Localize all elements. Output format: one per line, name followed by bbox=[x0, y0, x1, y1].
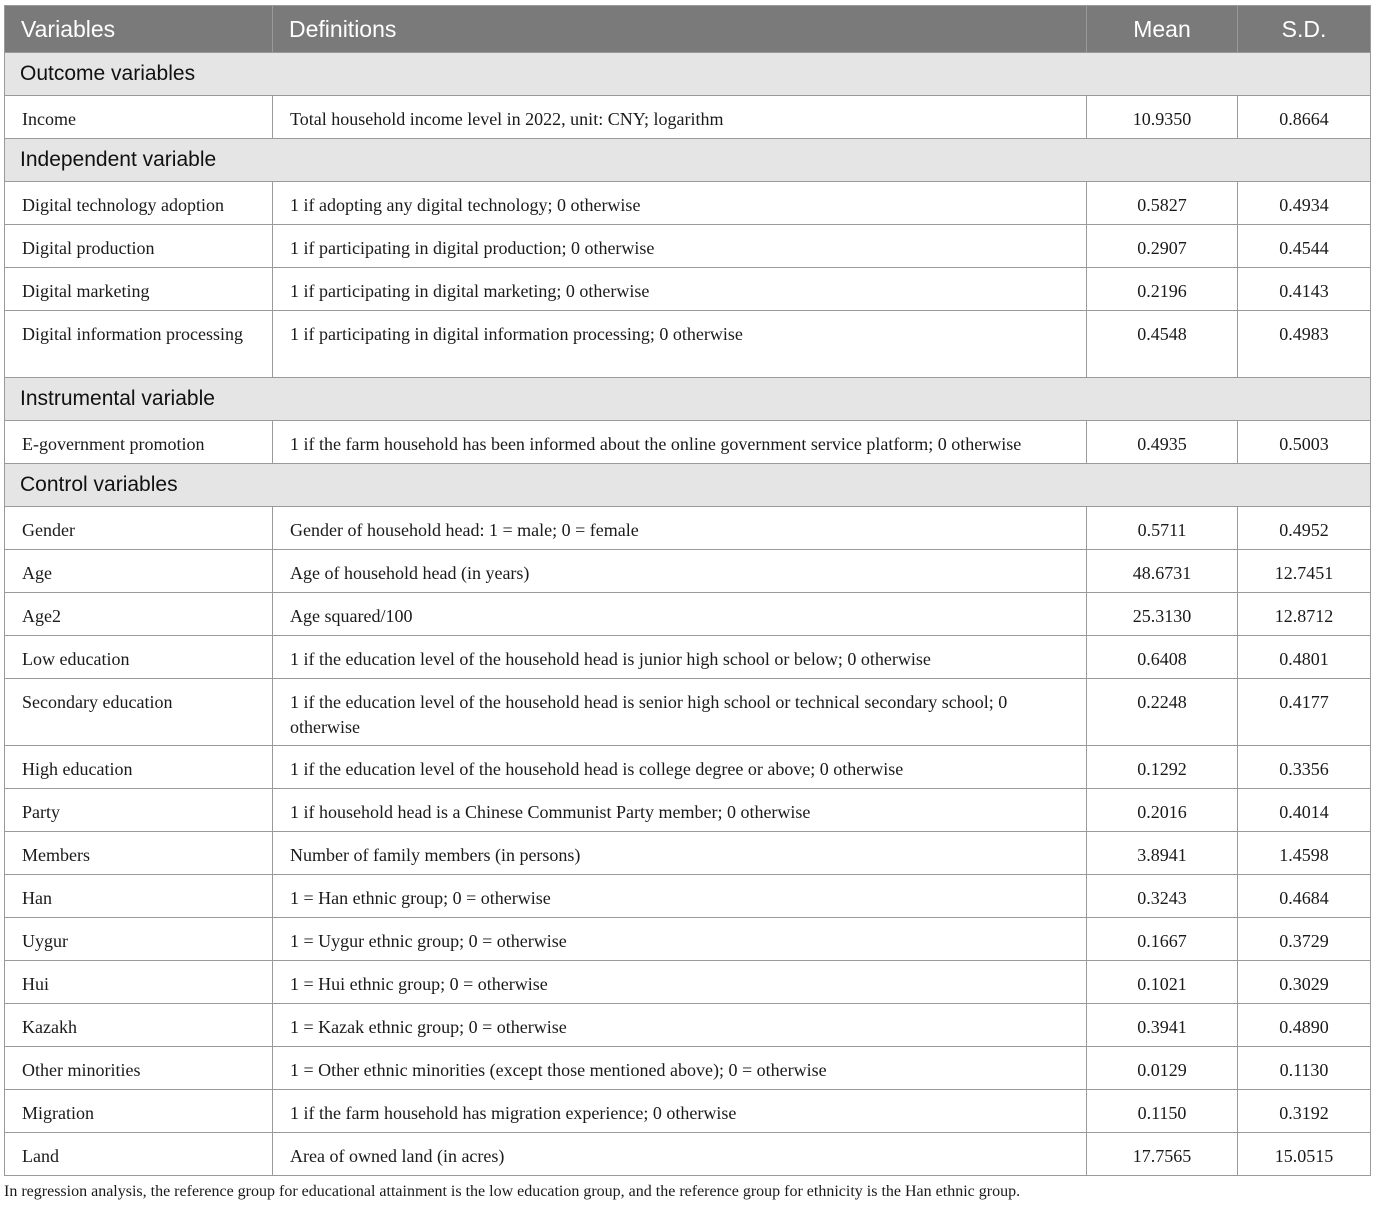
section-row bbox=[5, 378, 1371, 421]
table-row bbox=[5, 746, 1371, 789]
sd-cell: 0.8664 bbox=[1238, 96, 1371, 139]
definition-cell: 1 if participating in digital information processing; 0 otherwise bbox=[273, 311, 1087, 378]
mean-cell: 0.3243 bbox=[1087, 875, 1238, 918]
definition-cell: 1 = Han ethnic group; 0 = otherwise bbox=[273, 875, 1087, 918]
sd-cell: 0.4544 bbox=[1238, 225, 1371, 268]
variable-cell: Other minorities bbox=[5, 1047, 273, 1090]
table-row bbox=[5, 96, 1371, 139]
table-row bbox=[5, 550, 1371, 593]
sd-cell: 12.8712 bbox=[1238, 593, 1371, 636]
variable-cell: Digital marketing bbox=[5, 268, 273, 311]
definition-cell: 1 if household head is a Chinese Communist Party member; 0 otherwise bbox=[273, 789, 1087, 832]
sd-cell: 15.0515 bbox=[1238, 1133, 1371, 1176]
definition-cell: 1 = Other ethnic minorities (except those mentioned above); 0 = otherwise bbox=[273, 1047, 1087, 1090]
sd-cell: 0.3729 bbox=[1238, 918, 1371, 961]
definition-cell: Gender of household head: 1 = male; 0 = female bbox=[273, 507, 1087, 550]
sd-cell: 0.5003 bbox=[1238, 421, 1371, 464]
section-title: Instrumental variable bbox=[5, 378, 1371, 421]
variable-cell: High education bbox=[5, 746, 273, 789]
sd-cell: 0.4684 bbox=[1238, 875, 1371, 918]
section-title: Outcome variables bbox=[5, 53, 1371, 96]
section-row bbox=[5, 53, 1371, 96]
definition-cell: 1 = Uygur ethnic group; 0 = otherwise bbox=[273, 918, 1087, 961]
mean-cell: 0.2016 bbox=[1087, 789, 1238, 832]
sd-cell: 0.4934 bbox=[1238, 182, 1371, 225]
header-definitions: Definitions bbox=[273, 6, 1087, 53]
mean-cell: 0.2907 bbox=[1087, 225, 1238, 268]
definition-cell: Number of family members (in persons) bbox=[273, 832, 1087, 875]
header-mean: Mean bbox=[1087, 6, 1238, 53]
sd-cell: 0.1130 bbox=[1238, 1047, 1371, 1090]
definition-cell: Area of owned land (in acres) bbox=[273, 1133, 1087, 1176]
table-row bbox=[5, 1047, 1371, 1090]
sd-cell: 0.4143 bbox=[1238, 268, 1371, 311]
variable-cell: Secondary education bbox=[5, 679, 273, 746]
table-row bbox=[5, 832, 1371, 875]
table-row bbox=[5, 268, 1371, 311]
mean-cell: 25.3130 bbox=[1087, 593, 1238, 636]
definition-cell: 1 if adopting any digital technology; 0 otherwise bbox=[273, 182, 1087, 225]
sd-cell: 0.4177 bbox=[1238, 679, 1371, 746]
mean-cell: 3.8941 bbox=[1087, 832, 1238, 875]
mean-cell: 0.6408 bbox=[1087, 636, 1238, 679]
section-title: Control variables bbox=[5, 464, 1371, 507]
variable-cell: Han bbox=[5, 875, 273, 918]
mean-cell: 0.4935 bbox=[1087, 421, 1238, 464]
section-title: Independent variable bbox=[5, 139, 1371, 182]
table-row bbox=[5, 225, 1371, 268]
mean-cell: 10.9350 bbox=[1087, 96, 1238, 139]
mean-cell: 0.1667 bbox=[1087, 918, 1238, 961]
variable-cell: Age2 bbox=[5, 593, 273, 636]
definition-cell: 1 = Kazak ethnic group; 0 = otherwise bbox=[273, 1004, 1087, 1047]
table-footnote: In regression analysis, the reference group for educational attainment is the low education group, and the reference group for ethnicity is the Han ethnic group. bbox=[4, 1183, 1021, 1200]
variable-cell: Kazakh bbox=[5, 1004, 273, 1047]
table-row bbox=[5, 679, 1371, 746]
table-body bbox=[5, 53, 1371, 1176]
definition-cell: 1 if the farm household has been informed about the online government service platform; 0 otherwise bbox=[273, 421, 1087, 464]
sd-cell: 0.4952 bbox=[1238, 507, 1371, 550]
header-row bbox=[5, 6, 1371, 53]
mean-cell: 0.0129 bbox=[1087, 1047, 1238, 1090]
variable-cell: Digital information processing bbox=[5, 311, 273, 378]
mean-cell: 0.1292 bbox=[1087, 746, 1238, 789]
definition-cell: 1 if the education level of the household head is junior high school or below; 0 otherwise bbox=[273, 636, 1087, 679]
table-row bbox=[5, 507, 1371, 550]
table-row bbox=[5, 961, 1371, 1004]
variable-cell: Members bbox=[5, 832, 273, 875]
sd-cell: 1.4598 bbox=[1238, 832, 1371, 875]
sd-cell: 0.4801 bbox=[1238, 636, 1371, 679]
variable-cell: Gender bbox=[5, 507, 273, 550]
table-row bbox=[5, 311, 1371, 378]
mean-cell: 0.5711 bbox=[1087, 507, 1238, 550]
table-row bbox=[5, 636, 1371, 679]
definition-cell: 1 if the education level of the household head is college degree or above; 0 otherwise bbox=[273, 746, 1087, 789]
sd-cell: 0.3029 bbox=[1238, 961, 1371, 1004]
sd-cell: 0.4014 bbox=[1238, 789, 1371, 832]
mean-cell: 0.5827 bbox=[1087, 182, 1238, 225]
sd-cell: 0.4890 bbox=[1238, 1004, 1371, 1047]
mean-cell: 0.1150 bbox=[1087, 1090, 1238, 1133]
mean-cell: 0.1021 bbox=[1087, 961, 1238, 1004]
variable-cell: Income bbox=[5, 96, 273, 139]
variable-cell: Party bbox=[5, 789, 273, 832]
mean-cell: 48.6731 bbox=[1087, 550, 1238, 593]
definition-cell: 1 if participating in digital production; 0 otherwise bbox=[273, 225, 1087, 268]
variable-cell: Migration bbox=[5, 1090, 273, 1133]
table-row bbox=[5, 182, 1371, 225]
table-row bbox=[5, 875, 1371, 918]
variable-cell: E-government promotion bbox=[5, 421, 273, 464]
sd-cell: 0.4983 bbox=[1238, 311, 1371, 378]
table-row bbox=[5, 1133, 1371, 1176]
section-row bbox=[5, 139, 1371, 182]
mean-cell: 0.2248 bbox=[1087, 679, 1238, 746]
definition-cell: 1 if the farm household has migration experience; 0 otherwise bbox=[273, 1090, 1087, 1133]
sd-cell: 0.3356 bbox=[1238, 746, 1371, 789]
table-row bbox=[5, 918, 1371, 961]
table-row bbox=[5, 1004, 1371, 1047]
mean-cell: 0.4548 bbox=[1087, 311, 1238, 378]
definition-cell: 1 if the education level of the household head is senior high school or technical secondary school; 0 otherwise bbox=[273, 679, 1087, 746]
variable-cell: Age bbox=[5, 550, 273, 593]
table-row bbox=[5, 789, 1371, 832]
mean-cell: 0.3941 bbox=[1087, 1004, 1238, 1047]
variable-cell: Land bbox=[5, 1133, 273, 1176]
header-variables: Variables bbox=[5, 6, 273, 53]
mean-cell: 17.7565 bbox=[1087, 1133, 1238, 1176]
definition-cell: Age of household head (in years) bbox=[273, 550, 1087, 593]
section-row bbox=[5, 464, 1371, 507]
header-sd: S.D. bbox=[1238, 6, 1371, 53]
definition-cell: 1 = Hui ethnic group; 0 = otherwise bbox=[273, 961, 1087, 1004]
variable-cell: Uygur bbox=[5, 918, 273, 961]
table-row bbox=[5, 421, 1371, 464]
variable-cell: Digital production bbox=[5, 225, 273, 268]
variable-cell: Low education bbox=[5, 636, 273, 679]
mean-cell: 0.2196 bbox=[1087, 268, 1238, 311]
definition-cell: Total household income level in 2022, unit: CNY; logarithm bbox=[273, 96, 1087, 139]
table-row bbox=[5, 1090, 1371, 1133]
definition-cell: Age squared/100 bbox=[273, 593, 1087, 636]
variables-table bbox=[4, 5, 1371, 1176]
variable-cell: Digital technology adoption bbox=[5, 182, 273, 225]
sd-cell: 0.3192 bbox=[1238, 1090, 1371, 1133]
definition-cell: 1 if participating in digital marketing; 0 otherwise bbox=[273, 268, 1087, 311]
table-row bbox=[5, 593, 1371, 636]
variable-cell: Hui bbox=[5, 961, 273, 1004]
sd-cell: 12.7451 bbox=[1238, 550, 1371, 593]
variables-table-container bbox=[4, 5, 1370, 1176]
